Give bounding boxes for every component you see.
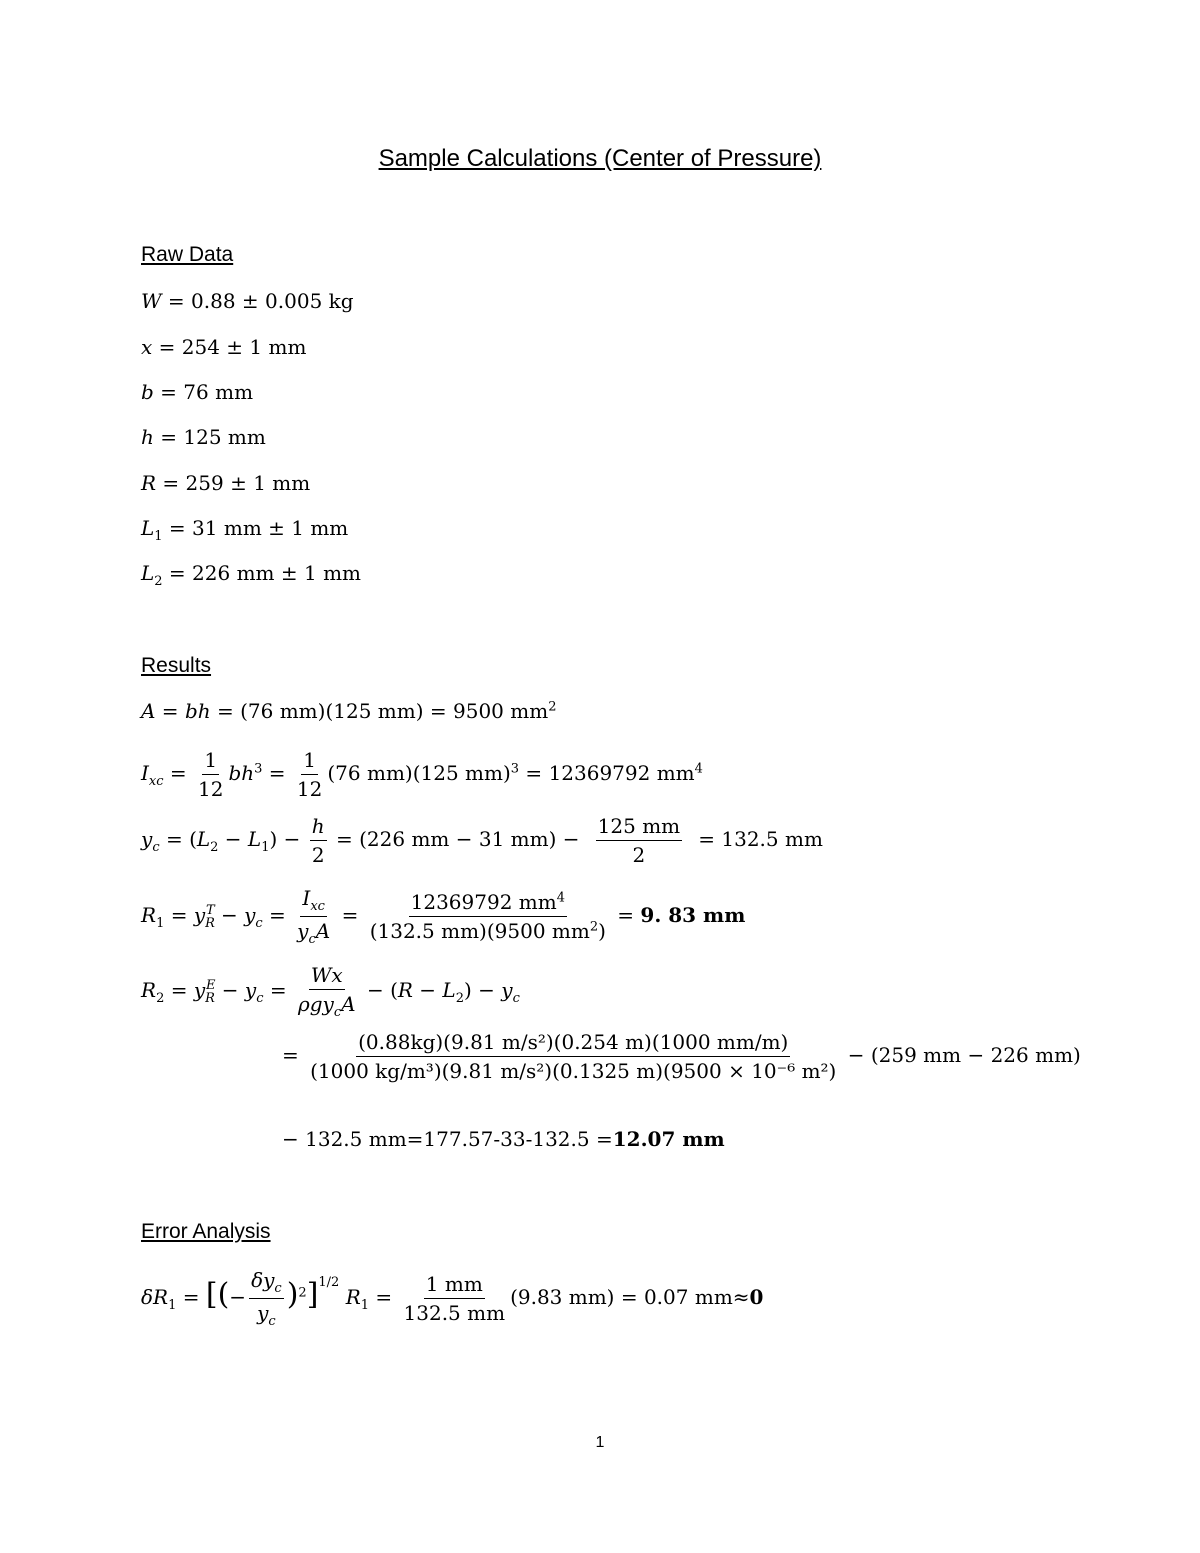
page-title: Sample Calculations (Center of Pressure) [378, 145, 822, 172]
raw-r-value: 259 ± 1 mm [185, 471, 311, 495]
raw-l1-value: 31 mm ± 1 mm [192, 516, 349, 540]
error-fraction-denominator: 132.5 mm [403, 1301, 506, 1325]
error-result: 0 [749, 1285, 764, 1309]
ixc-equation: $I_{xc}$ = $\frac{1}{12}$ $bh^3$ = $\frac{1}{12}$ (76 mm)(125 mm)$^3$ = 12369792 $mm^4$ [141, 748, 703, 801]
wx-over-rhogyca-fraction: $\frac{Wx}{\rho gy_cA}$ [298, 963, 356, 1020]
raw-x-value: 254 ± 1 mm [181, 335, 307, 359]
page-number: 1 [595, 1434, 605, 1451]
area-expression: (76 mm)(125 mm) = 9500 mm [240, 699, 549, 723]
ixc-over-yca-fraction: $\frac{I_{xc}}{y_cA}$ [297, 886, 331, 947]
error-analysis-heading: Error Analysis [141, 1220, 271, 1243]
error-tail: (9.83 mm) = 0.07 mm≈ [510, 1285, 750, 1309]
area-equation: A = bh = (76 mm)(125 mm) = 9500 $mm^2$ [141, 699, 557, 723]
ixc-expression: (76 mm)(125 mm) [327, 761, 511, 785]
r1-numerator: 12369792 mm [410, 890, 557, 914]
r2-substitution: = $\frac{\text{(0.88kg)(9.81 m/s²)(0.254 m)(1000 mm/m)}}{\text{(1000 kg/m³)(9.81 m/s²)(0.1325 m)(9500 × 10⁻⁶ m²)}}$ − (259 mm − 226 mm) [282, 1030, 1081, 1083]
yc-fraction-numerator: 125 mm [596, 814, 682, 841]
r1-denominator: (132.5 mm)(9500 mm [369, 919, 590, 943]
one-twelfth-fraction-2: $\frac{1}{12}$ [296, 748, 323, 801]
one-twelfth-fraction: $\frac{1}{12}$ [198, 748, 224, 801]
results-heading: Results [141, 654, 212, 677]
raw-b-value: 76 mm [183, 380, 254, 404]
error-fraction [402, 1272, 508, 1325]
ixc-result: 12369792 mm [548, 761, 695, 785]
raw-h: h = 125 mm [141, 425, 266, 449]
raw-w: W = 0.88 ± 0.005 kg [141, 289, 354, 313]
r1-equation: $R_1 = y_R^T - y_c$ = $\frac{I_{xc}}{y_cA}$ = $\frac{12369792 mm^4}{(132.5 mm)(9500 mm^2)}$ = 9. 83 mm [141, 886, 746, 947]
raw-h-value: 125 mm [183, 425, 266, 449]
r2-result: 12.07 mm [612, 1127, 725, 1151]
yc-equation: $y_c = (L_2 - L_1)$ − $\frac{h}{2}$ = (226 mm − 31 mm) − $\frac{125 mm}{2}$ = 132.5 mm [141, 814, 823, 867]
raw-w-value: 0.88 ± 0.005 kg [191, 289, 354, 313]
h-over-2-fraction: $\frac{h}{2}$ [311, 814, 325, 867]
error-fraction-numerator: 1 mm [424, 1272, 485, 1299]
r2-last: − 132.5 mm=177.57-33-132.5 = [282, 1127, 613, 1151]
raw-l1: $L_1 = 31$ mm ± 1 mm [141, 516, 349, 544]
yc-middle: = (226 mm − 31 mm) − [336, 827, 580, 851]
error-equation: $\delta R_1$ = [(− $\frac{\delta y_c}{y_c}$ )$^2$]$^{1/2}$ $R_1$ = $\frac{1 mm}{132.5 mm}$ (9.83 mm) = 0.07 mm≈0 [141, 1268, 764, 1329]
raw-b: b = 76 mm [141, 380, 254, 404]
r2-tail: − (259 mm − 226 mm) [847, 1043, 1081, 1067]
r2-final-line [282, 1127, 725, 1151]
r2-numerator: (0.88kg)(9.81 m/s²)(0.254 m)(1000 mm/m) [356, 1030, 790, 1057]
r2-fraction [308, 1030, 838, 1083]
yc-fraction: $\frac{125 mm}{2}$ [597, 814, 681, 867]
raw-l2: $L_2 = 226$ mm ± 1 mm [141, 561, 361, 589]
r2-denominator: (1000 kg/m³)(9.81 m/s²)(0.1325 m)(9500 × 10⁻⁶ m²) [310, 1059, 837, 1083]
raw-l2-value: 226 mm ± 1 mm [192, 561, 361, 585]
raw-x: x = 254 ± 1 mm [141, 335, 307, 359]
yc-result: = 132.5 mm [698, 827, 823, 851]
raw-data-heading: Raw Data [141, 243, 234, 266]
raw-r: R = 259 ± 1 mm [141, 471, 311, 495]
r1-fraction: $\frac{12369792 mm^4}{(132.5 mm)(9500 mm^2)}$ [369, 890, 606, 943]
r1-result: 9. 83 mm [640, 903, 746, 927]
r2-equation: $R_2 = y_R^E - y_c$ = $\frac{Wx}{\rho gy_cA}$ − $(R - L_2) - y_c$ [141, 963, 520, 1020]
delta-yc-over-yc-fraction: $\frac{\delta y_c}{y_c}$ [251, 1268, 282, 1329]
